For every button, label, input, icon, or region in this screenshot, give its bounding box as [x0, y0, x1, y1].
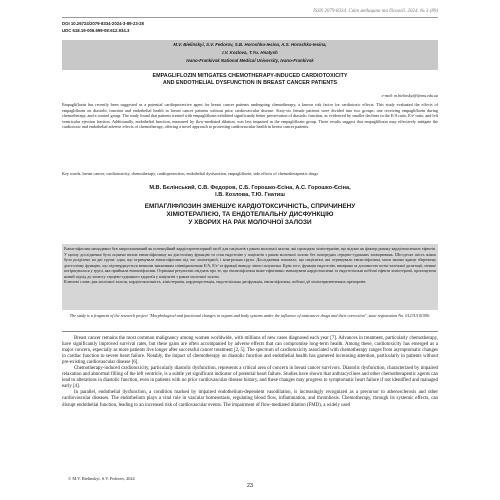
header-rule [62, 17, 438, 18]
title-en-line-2: AND ENDOTHELIAL DYSFUNCTION IN BREAST CANCER PATIENTS [162, 80, 338, 86]
title-ua-line-1: ЕМПАГЛІФЛОЗИН ЗМЕНШУЄ КАРДІОТОКСИЧНІСТЬ, СПРИЧИНЕНУ [144, 203, 356, 210]
authors-ua-line-2: І.В. Козлова, Т.Ю. Гнатиш [215, 192, 285, 198]
email: e-mail: m.bielinskyi@ifnmu.edu.ua [381, 93, 438, 98]
udc: UDC 618.19-006.699-08:612.934.3 [62, 28, 130, 33]
article-identifiers [62, 20, 144, 34]
keywords-en: Key words: breast cancer, cardiotoxicity, chemotherapy, cardioprotection, endothelial dysfunction, empagliflozin, side effects of chemotherapeutic drugs. [62, 171, 319, 176]
title-ua-line-2: ХІМІОТЕРАПІЄЮ, ТА ЕНДОТЕЛІАЛЬНУ ДИСФУНКЦІЮ [166, 211, 334, 218]
body-paragraph-3: In parallel, endothelial dysfunction, a condition marked by impaired endothelium-dependent vasodilation, is increasingly recognized as a precursor to atherosclerosis and other cardiovascular diseases. The endothelium plays a vital role in vascular homeostasis, regulating blood flow, inflammation, and thrombosis. Chemotherapy, through its systemic effects, can disrupt endothelial function, leading to an increased risk of cardiovascular events. The impairment of flow-mediated dilation (FMD), a widely used [62, 390, 438, 408]
doi: DOI 10.26724/2079-8334-2024-3-89-23-28 [62, 21, 144, 26]
title-ua-line-3: У ХВОРИХ НА РАК МОЛОЧНОЇ ЗАЛОЗИ [188, 219, 312, 226]
title-ua [62, 203, 438, 227]
title-en-line-1: EMPAGLIFLOZIN MITIGATES CHEMOTHERAPY-INDUCED CARDIOTOXICITY [152, 73, 348, 79]
body-paragraph-2: Chemotherapy-induced cardiotoxicity, particularly diastolic dysfunction, represents a critical area of concern in breast cancer survivors. Diastolic dysfunction, characterized by impaired relaxation and abnormal filling of the left ventricle, is a subtle yet significant indicator of potential heart failure. Studies have shown that anthracyclines and other chemotherapeutic agents can lead to alterations in diastolic function, even in patients with no prior cardiovascular disease history, and these changes may progress to symptomatic heart failure if not identified and managed early [4]. [62, 366, 438, 390]
journal-header-text: ISSN 2079-8334. Світ медицини та біології. 2024. № 3 (89) [313, 9, 438, 14]
abstract-ua: Емпагліфлозин нещодавно був запропонований як потенційний кардіопротекторний засіб для пацієнтів з раком молочної залози, які проходять хіміотерапію, що відомо як фактор ризику кардіотоксичних ефектів. У цьому дослідженні було оцінено вплив емпагліфлозину на діастолічну функцію та стан ендотелію у пацієнтів з раком молочної залози без попередніх серцево-судинних захворювань. Шістдесят шість жінок було розділено на дві групи: одна, що отримувала емпагліфлозин під час хіміотерапії, і контрольна група. Дослідження показало, що пацієнтки, які отримували емпагліфлозин, мали значно краще збережену діастолічну функцію, що підтверджується меншим зниженням співвідношення E/A, E/e' та фракції викиду лівого шлуночка. Крім того, функція ендотелію, виміряна за допомогою потік-залежної дилатації, менше погіршувалася у групі, яка приймала емпагліфлозин. Отримані результати свідчать про те, що емпагліфлозин може ефективно зменшувати кардіотоксичні та ендотеліальні побічні ефекти хіміотерапії, пропонуючи новий підхід до захисту серцево-судинного здоров'я у пацієнтів з раком молочної залози. [64, 246, 436, 279]
authors-ua-line-1: М.В. Бєлінський, С.В. Федоров, С.Б. Горошко-Єсіна, А.С. Горошко-Єсіна, [149, 185, 351, 191]
page-number: 23 [247, 483, 253, 489]
keywords-ua: Ключові слова: рак молочної залози, кардіотоксичність, хіміотерапія, кардіопротекція, ендотеліальна дисфункція, емпагліфлозин, побічні дії хіміотерапевтичних препаратів. [64, 279, 367, 285]
affiliation: Ivano-Frankivsk National Medical University, Ivano-Frankivsk [186, 58, 314, 63]
section-rule [62, 331, 438, 332]
abstract-ua-box [62, 244, 438, 310]
funding-footnote: The study is a fragment of the research project "Morphological and functional changes in organs and body systems under the influence of anticancer drugs and their correction", state registration No. 0123U101590. [69, 313, 431, 318]
article-body [62, 336, 438, 409]
authors-en-line-2: I.V. Kozlova, T.Yu. Hnatysh [222, 50, 278, 55]
authors-en-line-1: M.V. Bielinskyi, S.V. Fedorov, S.B. Horoshko-Iesina, A.S. Horoshko-Iesina, [173, 42, 327, 47]
copyright: © M.V. Bielinskyi, S.V. Fedorov, 2024 [68, 476, 135, 481]
title-en [62, 73, 438, 87]
authors-en-box [62, 40, 438, 70]
body-paragraph-1: Breast cancer remains the most common malignancy among women worldwide, with millions of new cases diagnosed each year [7]. Advances in treatment, particularly chemotherapy, have significantly improved survival rates, but these gains are often accompanied by adverse effects that can compromise long-term health. Among these, cardiotoxicity has emerged as a major concern, especially as more patients live longer after successful cancer treatment [2, 5]. The spectrum of cardiotoxicity associated with chemotherapy ranges from asymptomatic changes in cardiac function to severe heart failure. Notably, the impact of chemotherapy on diastolic function and endothelial health has garnered increasing attention, particularly in patients without pre-existing cardiovascular disease [6]. [62, 336, 438, 366]
abstract-en: Empagliflozin has recently been suggested as a potential cardioprotective agent for breast cancer patients undergoing chemotherapy, a known risk factor for cardiotoxic effects. This study evaluated the effects of empagliflozin on diastolic function and endothelial health in breast cancer patients without prior cardiovascular disease. Sixty-six female patients were divided into two groups: one receiving empagliflozin during chemotherapy, and a control group. The study found that patients treated with empagliflozin exhibited significantly better preservation of diastolic function, as evidenced by smaller declines in the E/A ratio, E/e' ratio, and left ventricular ejection fraction. Additionally, endothelial function, measured by flow-mediated dilation, was less impaired in the empagliflozin group. These results suggest that empagliflozin may effectively mitigate the cardiotoxic and endothelial adverse effects of chemotherapy, offering a novel approach to protecting cardiovascular health in breast cancer patients. [62, 102, 438, 130]
authors-ua [62, 185, 438, 199]
